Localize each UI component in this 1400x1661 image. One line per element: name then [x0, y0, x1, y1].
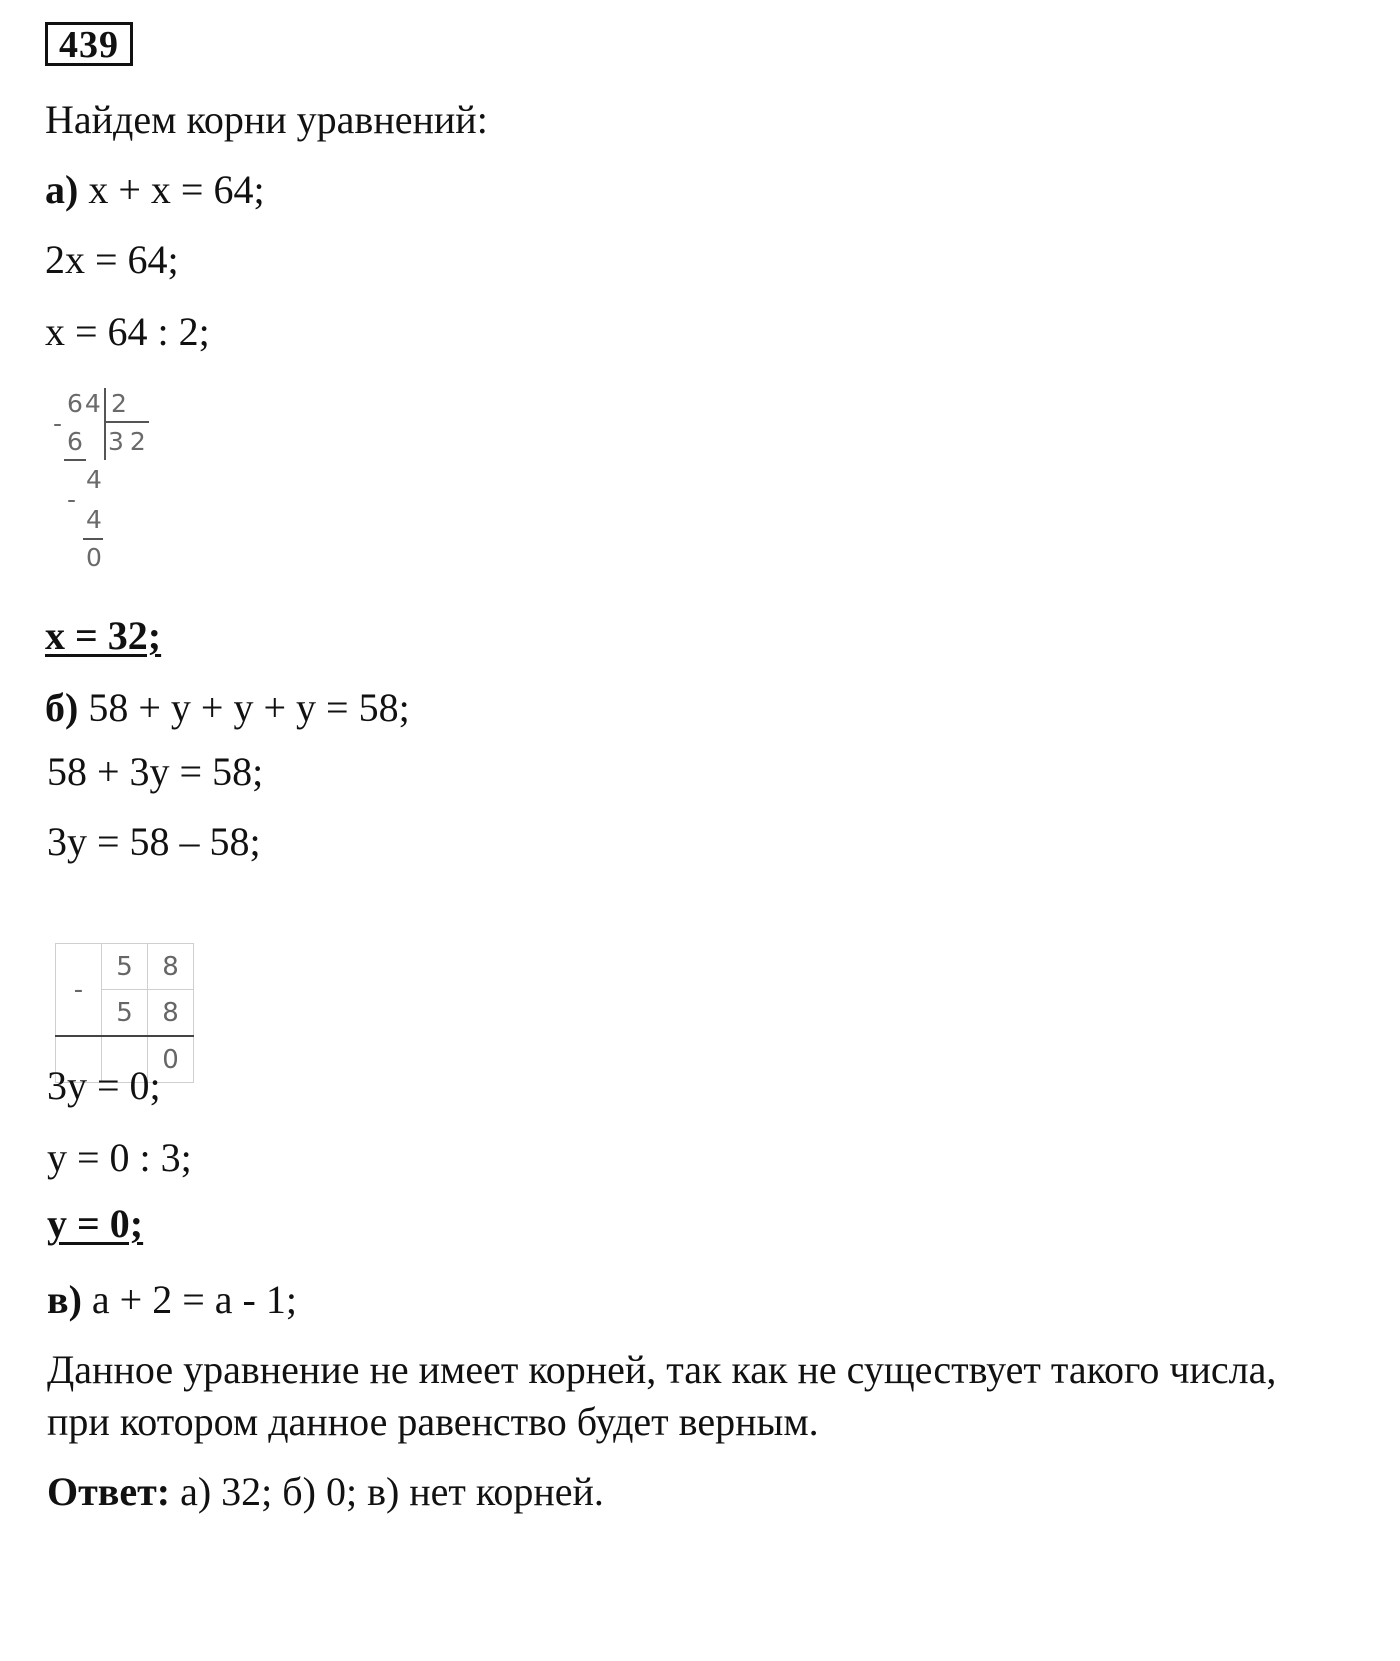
part-b-equation [45, 684, 410, 732]
part-c-label: в) [47, 1277, 82, 1322]
part-b-step-4: y = 0 : 3; [47, 1135, 192, 1180]
part-c-equation [47, 1276, 297, 1324]
part-c-equation-text: a + 2 = a - 1; [81, 1277, 297, 1322]
subtraction-cell: 5 [102, 944, 148, 990]
part-c-explanation-line-1: Данное уравнение не имеет корней, так как не существует такого числа, [47, 1347, 1277, 1392]
ld-divisor-bar-horizontal [104, 421, 149, 423]
part-a-step-2: x = 64 : 2; [45, 309, 210, 354]
ld-minus-2: - [67, 485, 77, 514]
ld-sub-2: 4 [86, 505, 102, 534]
part-b-equation-text: 58 + y + y + y = 58; [78, 685, 410, 730]
task-number: 439 [45, 22, 133, 66]
ld-underline-2 [83, 538, 103, 540]
ld-underline-1 [64, 459, 86, 461]
ld-quotient: 32 [108, 427, 152, 456]
part-b-step-2: 3y = 58 – 58; [47, 819, 261, 864]
ld-divisor-bar-vertical [104, 388, 106, 460]
intro-text: Найдем корни уравнений: [45, 97, 488, 142]
final-answer [47, 1468, 604, 1516]
ld-minus-1: - [53, 409, 63, 438]
subtraction-cell: 8 [148, 990, 194, 1037]
part-a-equation-text: x + x = 64; [78, 167, 265, 212]
subtraction-cell: 5 [102, 990, 148, 1037]
final-answer-text: а) 32; б) 0; в) нет корней. [170, 1469, 604, 1514]
subtraction-minus: - [56, 944, 102, 1037]
part-a-step-1: 2x = 64; [45, 237, 179, 282]
final-answer-label: Ответ: [47, 1469, 171, 1514]
part-a-equation [45, 166, 265, 214]
subtraction-result-cell: 0 [148, 1036, 194, 1083]
ld-divisor: 2 [111, 389, 127, 418]
ld-dividend: 64 [67, 389, 103, 418]
ld-remainder-2: 0 [86, 543, 102, 572]
part-a-answer: x = 32; [45, 613, 162, 658]
part-b-answer: y = 0; [47, 1201, 144, 1246]
ld-sub-1: 6 [67, 427, 83, 456]
part-c-explanation-line-2: при котором данное равенство будет верным. [47, 1399, 819, 1444]
part-b-label: б) [45, 685, 79, 730]
part-b-step-1: 58 + 3y = 58; [47, 749, 264, 794]
subtraction-cell: 8 [148, 944, 194, 990]
part-b-step-3: 3y = 0; [47, 1063, 161, 1108]
ld-remainder-1: 4 [86, 465, 102, 494]
part-a-label: а) [45, 167, 79, 212]
